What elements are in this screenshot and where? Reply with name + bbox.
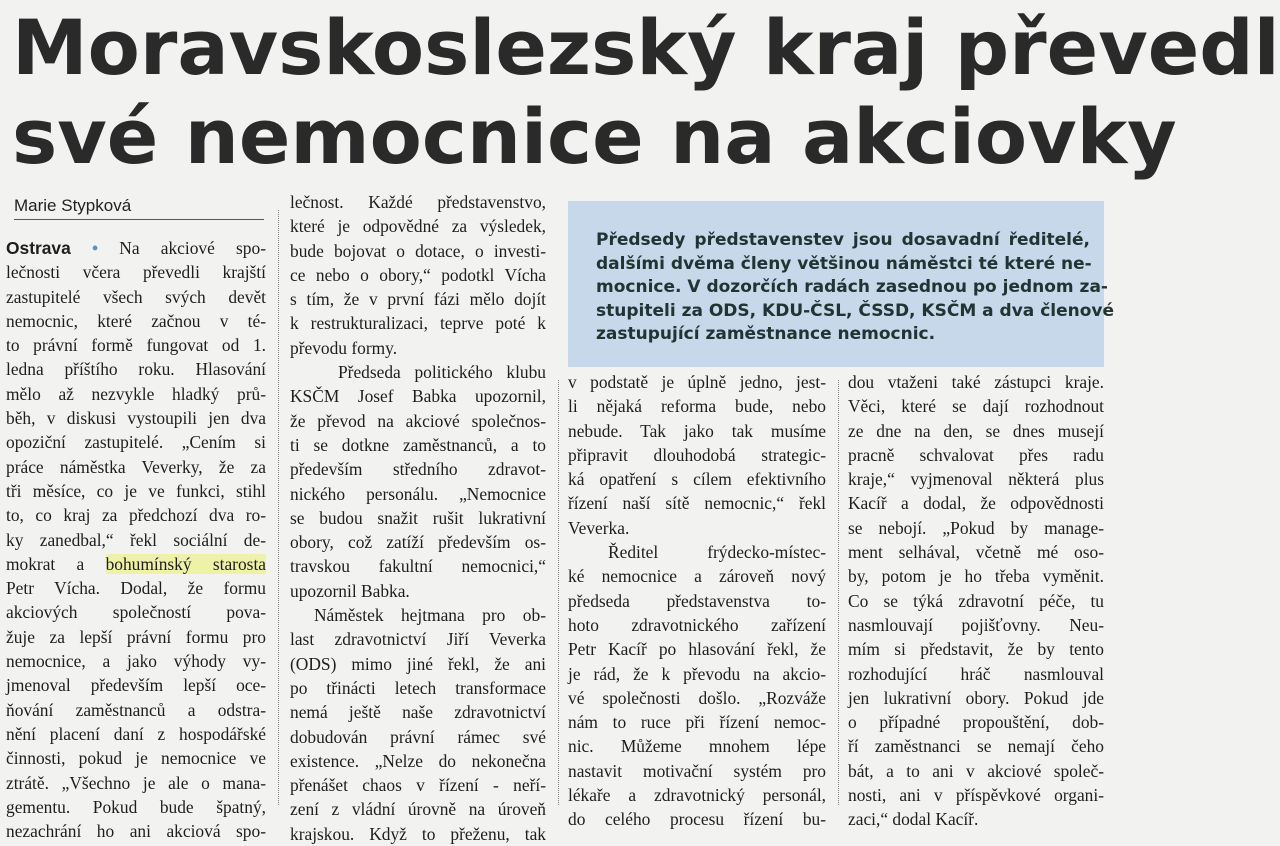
column-line: ztrátě. „Všechno je ale o mana- — [6, 772, 266, 793]
article-column-3 — [568, 370, 826, 832]
column-line: v podstatě je úplně jedno, jest- — [568, 372, 826, 392]
column-line: k restrukturalizaci, teprve poté k — [290, 313, 546, 334]
column-line: nasmlouvají pojišťovny. Neu- — [848, 614, 1104, 635]
column-line: tři měsíce, co je ve funkci, stihl — [6, 480, 266, 501]
column-line: do celého procesu řízení bu- — [568, 809, 826, 830]
column-line: opoziční zastupitelé. „Cením si — [6, 432, 266, 453]
column-line: hoto zdravotnického zařízení — [568, 614, 826, 635]
column-line: Předseda politického klubu — [338, 362, 546, 383]
column-line: KSČM Josef Babka upozornil, — [290, 386, 546, 407]
column-line: přenášet chaos v řízení - neří- — [290, 775, 546, 796]
article-column-4 — [848, 370, 1104, 832]
column-line: nosti, ani v příspěvkové organi- — [848, 785, 1104, 806]
column-line: dobudován právní rámec své — [290, 726, 546, 747]
column-line-text: mokrat a — [6, 553, 106, 574]
column-line: především středního zdravot- — [290, 459, 546, 480]
pull-quote-line: mocnice. V dozorčích radách zasednou po jednom za- — [596, 277, 1108, 297]
column-line: zastupitelé všech svých devět — [6, 286, 266, 307]
column-line: travskou fakultní nemocnici,“ — [290, 556, 546, 577]
column-divider — [278, 210, 279, 805]
column-line: dou vtaženi také zástupci kraje. — [848, 372, 1104, 392]
column-line: žuje za lepší právní formu pro — [6, 626, 266, 647]
dateline-bullet: • — [91, 238, 99, 258]
column-line: Petr Kacíř po hlasování řekl, že — [568, 639, 826, 660]
column-line: upozornil Babka. — [290, 580, 410, 601]
column-line: připravit dlouhodobá strategic- — [568, 444, 826, 465]
column-line: nezachrání ho ani akciová spo- — [6, 821, 266, 842]
highlighted-text: bohumínský starosta — [105, 553, 266, 574]
column-line: nemocnice, a jako výhody vy- — [6, 651, 266, 672]
column-line: lečnost. Každé představenstvo, — [290, 192, 546, 212]
column-line: mím si představit, že by tento — [848, 639, 1104, 660]
column-line: lékaře a zdravotnický personál, — [568, 785, 826, 806]
column-line: bát, a to ani v akciové společ- — [848, 760, 1104, 781]
article-column-1 — [6, 236, 266, 843]
column-line: vé společnosti došlo. „Rozváže — [568, 687, 826, 708]
column-line: kraje,“ vyjmenoval některá plus — [848, 469, 1104, 490]
column-line: ti se dotkne zaměstnanců, a to — [290, 434, 546, 455]
column-line: to právní formě fungovat od 1. — [6, 335, 266, 356]
headline-line-2: své nemocnice na akciovky — [12, 91, 1177, 181]
column-line: ky zanedbal,“ řekl sociální de- — [6, 529, 266, 550]
column-line: ledna příštího roku. Hlasování — [6, 359, 266, 380]
column-line: mělo až nezvykle hladký prů- — [6, 383, 266, 404]
author-byline: Marie Stypková — [14, 196, 264, 220]
column-line: nemá ještě naše zdravotnictví — [290, 702, 546, 723]
pull-quote-line: Předsedy představenstev jsou dosavadní ředitelé, — [596, 230, 1090, 250]
column-line: ment selhával, včetně mé oso- — [848, 542, 1104, 563]
column-line: nebude. Tak jako tak musíme — [568, 420, 826, 441]
column-line: o případné propouštění, dob- — [848, 712, 1104, 733]
column-line: které je odpovědné za výsledek, — [290, 216, 546, 237]
column-line: gementu. Pokud bude špatný, — [6, 796, 266, 817]
column-line: jen lukrativní obory. Pokud jde — [848, 687, 1104, 708]
column-line: nemocnic, které začnou v té- — [6, 310, 266, 331]
article-column-2 — [290, 190, 546, 846]
column-line: Petr Vícha. Dodal, že formu — [6, 578, 266, 599]
column-line: Co se týká zdravotní péče, tu — [848, 590, 1104, 611]
column-line: ří zaměstnanci se nemají čeho — [848, 736, 1104, 757]
headline-line-1: Moravskoslezský kraj převedl — [12, 3, 1280, 92]
column-line: existence. „Nelze do nekonečna — [290, 750, 546, 771]
pull-quote-line: stupiteli za ODS, KDU-ČSL, ČSSD, KSČM a dva členové — [596, 300, 1115, 321]
column-line: činnosti, pokud je nemocnice ve — [6, 748, 266, 769]
column-line: last zdravotnictví Jiří Veverka — [290, 629, 546, 650]
column-line — [6, 552, 266, 576]
pull-quote-line: dalšími dvěma členy většinou náměstci té které ne- — [596, 253, 1092, 274]
column-line — [6, 236, 266, 260]
column-line: nického personálu. „Nemocnice — [290, 483, 546, 504]
column-line: Věci, které se dají rozhodnout — [848, 396, 1104, 417]
column-line: řízení naší sítě nemocnic,“ řekl — [568, 493, 826, 514]
column-line: bude bojovat o dotace, o investi- — [290, 240, 546, 261]
column-line: Kacíř a dodal, že odpovědnosti — [848, 493, 1104, 514]
column-line: obory, což zatíží především os- — [290, 532, 546, 553]
column-line: práce náměstka Veverky, že za — [6, 456, 266, 477]
column-line: krajskou. Když to přeženu, tak — [290, 823, 546, 844]
article-headline — [12, 3, 1280, 182]
pull-quote-line: zastupující zaměstnance nemocnic. — [596, 324, 936, 344]
column-line: nic. Můžeme mnohem lépe — [568, 736, 826, 757]
column-line: jmenoval především lepší oce- — [6, 675, 266, 696]
column-line: ké nemocnice a zároveň nový — [568, 566, 826, 587]
column-line: je rád, že k převodu na akcio- — [568, 663, 826, 684]
column-line: lečnosti včera převedli krajští — [6, 262, 266, 283]
column-line: nám to ruce při řízení nemoc- — [568, 712, 826, 733]
column-line: by, potom je ho třeba vyměnit. — [848, 566, 1104, 587]
column-line: po třinácti letech transformace — [290, 677, 546, 698]
column-line: li nějaká reforma bude, nebo — [568, 396, 826, 417]
column-line: zení z vládní úrovně na úroveň — [290, 799, 546, 820]
column-line: zaci,“ dodal Kacíř. — [848, 809, 979, 830]
column-line: ňování zaměstnanců a odstra- — [6, 699, 266, 720]
column-line: nastavit motivační systém pro — [568, 760, 826, 781]
column-line: ká opatření s cílem efektivního — [568, 469, 826, 490]
column-line: s tím, že v první fázi mělo dojít — [290, 289, 546, 310]
column-line: Ředitel frýdecko-místec- — [608, 542, 826, 563]
column-line: se budou snažit rušit lukrativní — [290, 507, 546, 528]
column-line-text: Na akciové spo- — [119, 238, 266, 258]
column-line: předseda představenstva to- — [568, 590, 826, 611]
column-line: ze dne na den, se dnes musejí — [848, 420, 1104, 441]
column-line: Veverka. — [568, 517, 630, 538]
column-line: to, co kraj za předchozí dva ro- — [6, 505, 266, 526]
dateline-city: Ostrava — [6, 238, 71, 258]
column-line: rozhodující hráč nasmlouval — [848, 663, 1104, 684]
pull-quote-box — [568, 201, 1115, 367]
column-line: akciových společností pova- — [6, 602, 266, 623]
column-line: nění placení daní z hospodářské — [6, 723, 266, 744]
column-line: běh, v diskusi vystoupili jen dva — [6, 408, 266, 429]
column-line: Náměstek hejtmana pro ob- — [314, 605, 546, 626]
column-divider — [558, 380, 559, 805]
column-line: se nebojí. „Pokud by manage- — [848, 517, 1104, 538]
column-line: ce nebo o obory,“ podotkl Vícha — [290, 264, 546, 285]
column-line: že převod na akciové společnos- — [290, 410, 546, 431]
column-line: převodu formy. — [290, 337, 398, 358]
column-line: pracně schvalovat přes radu — [848, 444, 1104, 465]
column-line: (ODS) mimo jiné řekl, že ani — [290, 653, 546, 674]
column-divider — [838, 380, 839, 805]
